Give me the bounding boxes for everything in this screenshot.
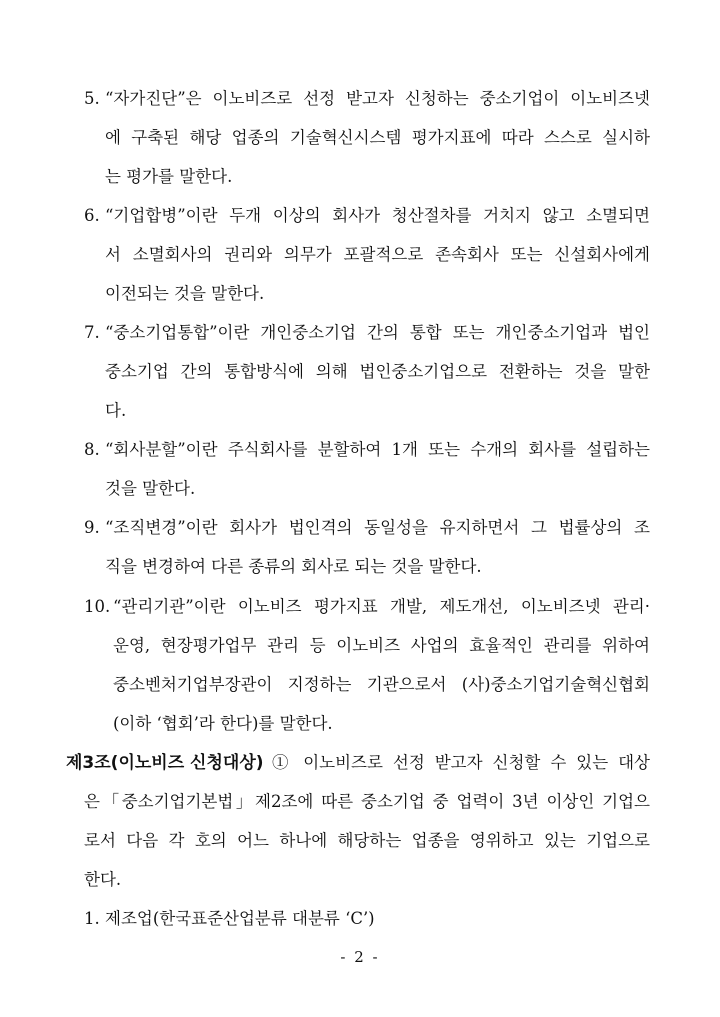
item-text-line: 서 소멸회사의 권리와 의무가 포괄적으로 존속회사 또는 신설회사에게 — [105, 245, 650, 264]
item-text-line: 중소벤처기업부장관이 지정하는 기관으로서 (사)중소기업기술혁신협회 — [113, 675, 650, 694]
item-text-line: 운영, 현장평가업무 관리 등 이노비즈 사업의 효율적인 관리를 위하여 — [113, 636, 650, 655]
article-text-line: 한다. — [84, 870, 122, 889]
item-text-line: (이하 ‘협회’라 한다)를 말한다. — [113, 714, 333, 733]
article-text-line: ① 이노비즈로 선정 받고자 신청할 수 있는 대상 — [272, 753, 650, 772]
article-item-text: 제조업(한국표준산업분류 대분류 ‘C’) — [105, 909, 375, 928]
article-text-line: 로서 다음 각 호의 어느 하나에 해당하는 업종을 영위하고 있는 기업으로 — [84, 831, 650, 850]
item-number: 10. — [84, 597, 111, 616]
item-text-line: 중소기업 간의 통합방식에 의해 법인중소기업으로 전환하는 것을 말한 — [105, 362, 650, 381]
item-text-line: 에 구축된 해당 업종의 기술혁신시스템 평가지표에 따라 스스로 실시하 — [105, 128, 650, 147]
item-text-line: “조직변경”이란 회사가 법인격의 동일성을 유지하면서 그 법률상의 조 — [105, 518, 650, 537]
item-text-line: “자가진단”은 이노비즈로 선정 받고자 신청하는 중소기업이 이노비즈넷 — [105, 89, 650, 108]
item-number: 7. — [84, 323, 100, 342]
item-text-line: 다. — [105, 401, 127, 420]
item-number: 8. — [84, 440, 100, 459]
item-text-line: 것을 말한다. — [105, 479, 196, 498]
item-number: 6. — [84, 206, 100, 225]
article-item-number: 1. — [84, 909, 100, 928]
item-text-line: “중소기업통합”이란 개인중소기업 간의 통합 또는 개인중소기업과 법인 — [105, 323, 650, 342]
item-number: 5. — [84, 89, 100, 108]
article-text-line: 은「중소기업기본법」제2조에 따른 중소기업 중 업력이 3년 이상인 기업으 — [84, 792, 650, 811]
item-text-line: 이전되는 것을 말한다. — [105, 284, 265, 303]
item-text-line: 는 평가를 말한다. — [105, 167, 233, 186]
item-text-line: 직을 변경하여 다른 종류의 회사로 되는 것을 말한다. — [105, 557, 482, 576]
page-number: - 2 - — [340, 948, 380, 966]
item-text-line: “회사분할”이란 주식회사를 분할하여 1개 또는 수개의 회사를 설립하는 — [105, 440, 650, 459]
item-text-line: “기업합병”이란 두개 이상의 회사가 청산절차를 거치지 않고 소멸되면 — [105, 206, 650, 225]
item-text-line: “관리기관”이란 이노비즈 평가지표 개발, 제도개선, 이노비즈넷 관리· — [113, 597, 650, 616]
article-heading: 제3조(이노비즈 신청대상) — [66, 753, 264, 773]
item-number: 9. — [84, 518, 100, 537]
